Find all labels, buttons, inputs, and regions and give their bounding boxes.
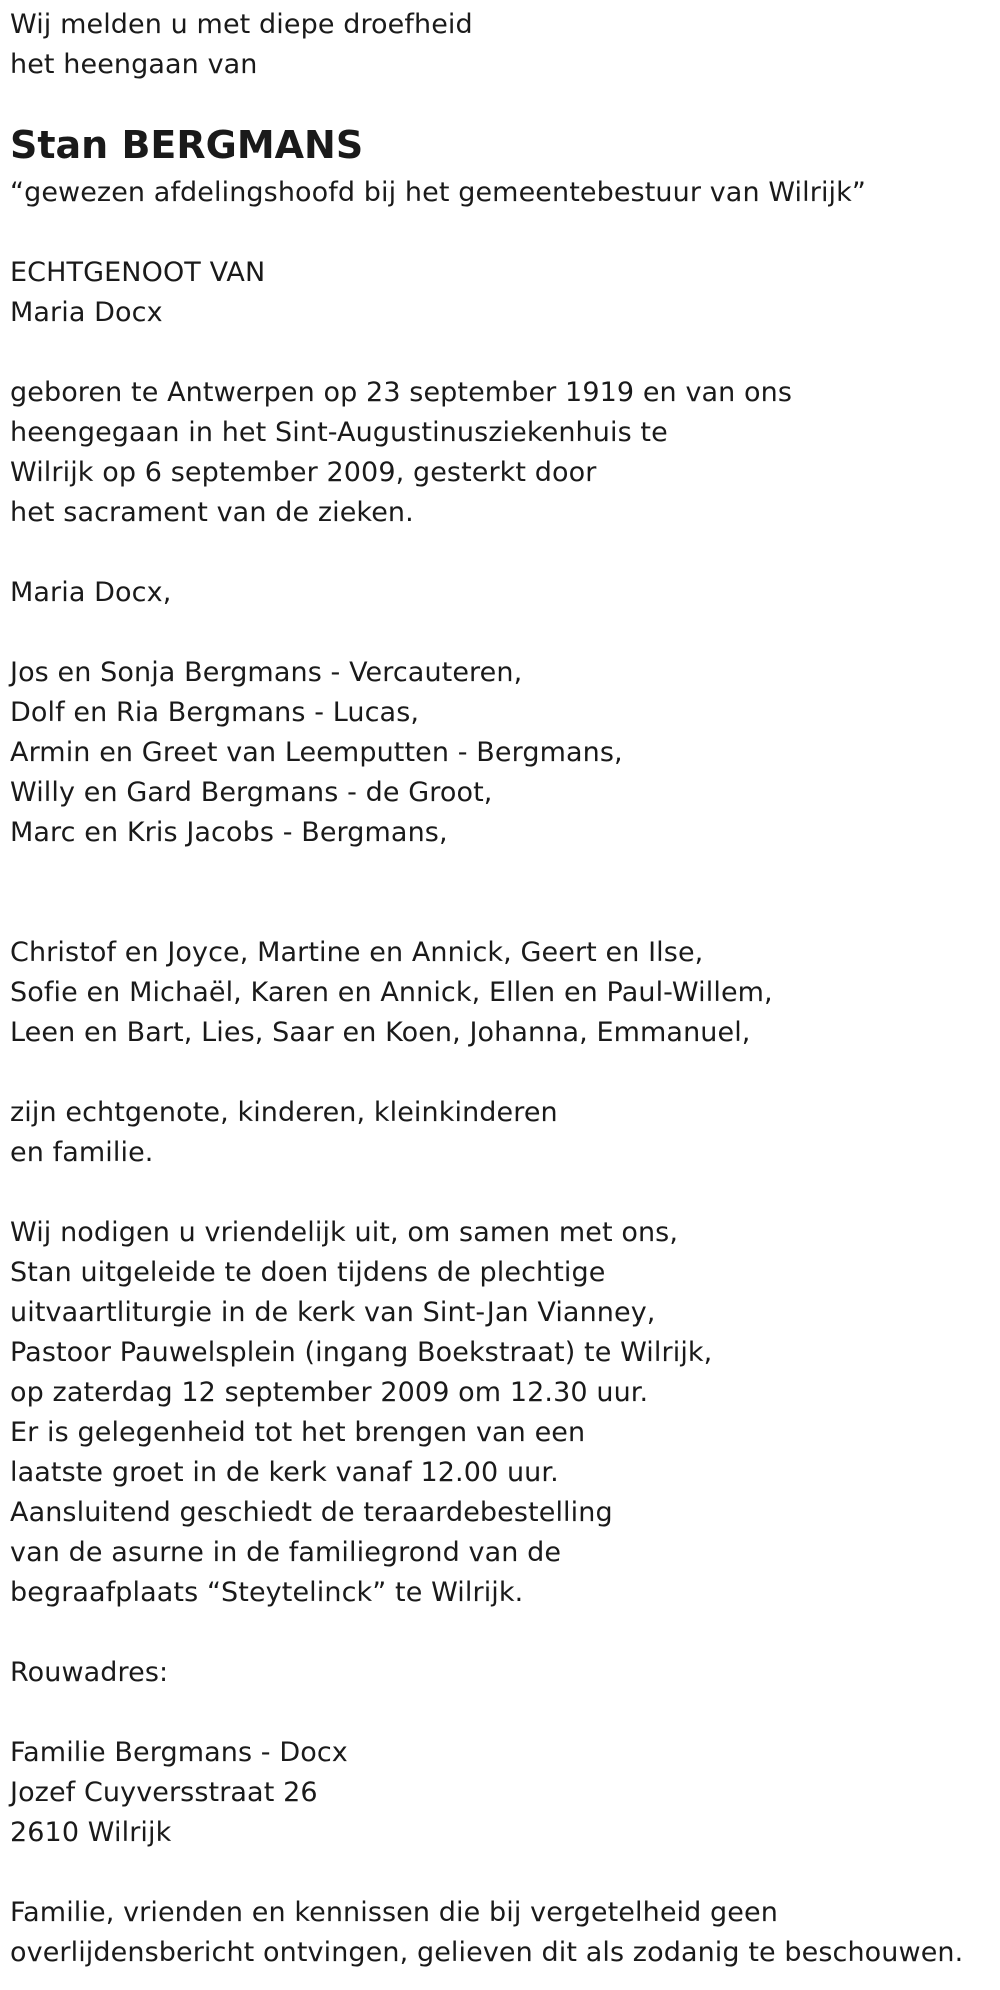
closing-line: overlijdensbericht ontvingen, gelieven dit als zodanig te beschouwen. [10, 1937, 964, 1968]
invitation-line: van de asurne in de familiegrond van de [10, 1537, 562, 1568]
closing-line: Familie, vrienden en kennissen die bij vergetelheid geen [10, 1897, 778, 1928]
invitation-line: Aansluitend geschiedt de teraardebestelling [10, 1497, 613, 1528]
invitation-line: Stan uitgeleide te doen tijdens de plechtige [10, 1257, 606, 1288]
spouse-name: Maria Docx [10, 297, 163, 328]
birth-death-line: heengegaan in het Sint-Augustinusziekenhuis te [10, 417, 668, 448]
grandchildren-line: Sofie en Michaël, Karen en Annick, Ellen en Paul-Willem, [10, 977, 773, 1008]
address-line: Familie Bergmans - Docx [10, 1737, 348, 1768]
child-line: Willy en Gard Bergmans - de Groot, [10, 777, 493, 808]
address-label: Rouwadres: [10, 1657, 169, 1688]
spouse-heading: ECHTGENOOT VAN [10, 257, 266, 288]
address-line: Jozef Cuyversstraat 26 [10, 1777, 318, 1808]
family-summary-line: zijn echtgenote, kinderen, kleinkinderen [10, 1097, 558, 1128]
child-line: Dolf en Ria Bergmans - Lucas, [10, 697, 420, 728]
widow-line: Maria Docx, [10, 577, 172, 608]
birth-death-line: geboren te Antwerpen op 23 september 1919 en van ons [10, 377, 793, 408]
deceased-name: Stan BERGMANS [10, 123, 364, 167]
birth-death-line: Wilrijk op 6 september 2009, gesterkt door [10, 457, 597, 488]
invitation-line: Wij nodigen u vriendelijk uit, om samen met ons, [10, 1217, 679, 1248]
child-line: Marc en Kris Jacobs - Bergmans, [10, 817, 448, 848]
invitation-line: uitvaartliturgie in de kerk van Sint-Jan Vianney, [10, 1297, 656, 1328]
invitation-line: laatste groet in de kerk vanaf 12.00 uur. [10, 1457, 559, 1488]
grandchildren-line: Christof en Joyce, Martine en Annick, Geert en Ilse, [10, 937, 704, 968]
title-quote: “gewezen afdelingshoofd bij het gemeentebestuur van Wilrijk” [10, 177, 866, 208]
invitation-line: op zaterdag 12 september 2009 om 12.30 uur. [10, 1377, 649, 1408]
child-line: Jos en Sonja Bergmans - Vercauteren, [10, 657, 523, 688]
child-line: Armin en Greet van Leemputten - Bergmans, [10, 737, 623, 768]
address-line: 2610 Wilrijk [10, 1817, 172, 1848]
intro-line: het heengaan van [10, 49, 258, 80]
birth-death-line: het sacrament van de zieken. [10, 497, 414, 528]
invitation-line: begraafplaats “Steytelinck” te Wilrijk. [10, 1577, 524, 1608]
intro-line: Wij melden u met diepe droefheid [10, 9, 473, 40]
family-summary-line: en familie. [10, 1137, 154, 1168]
invitation-line: Er is gelegenheid tot het brengen van een [10, 1417, 586, 1448]
invitation-line: Pastoor Pauwelsplein (ingang Boekstraat) te Wilrijk, [10, 1337, 713, 1368]
grandchildren-line: Leen en Bart, Lies, Saar en Koen, Johanna, Emmanuel, [10, 1017, 751, 1048]
